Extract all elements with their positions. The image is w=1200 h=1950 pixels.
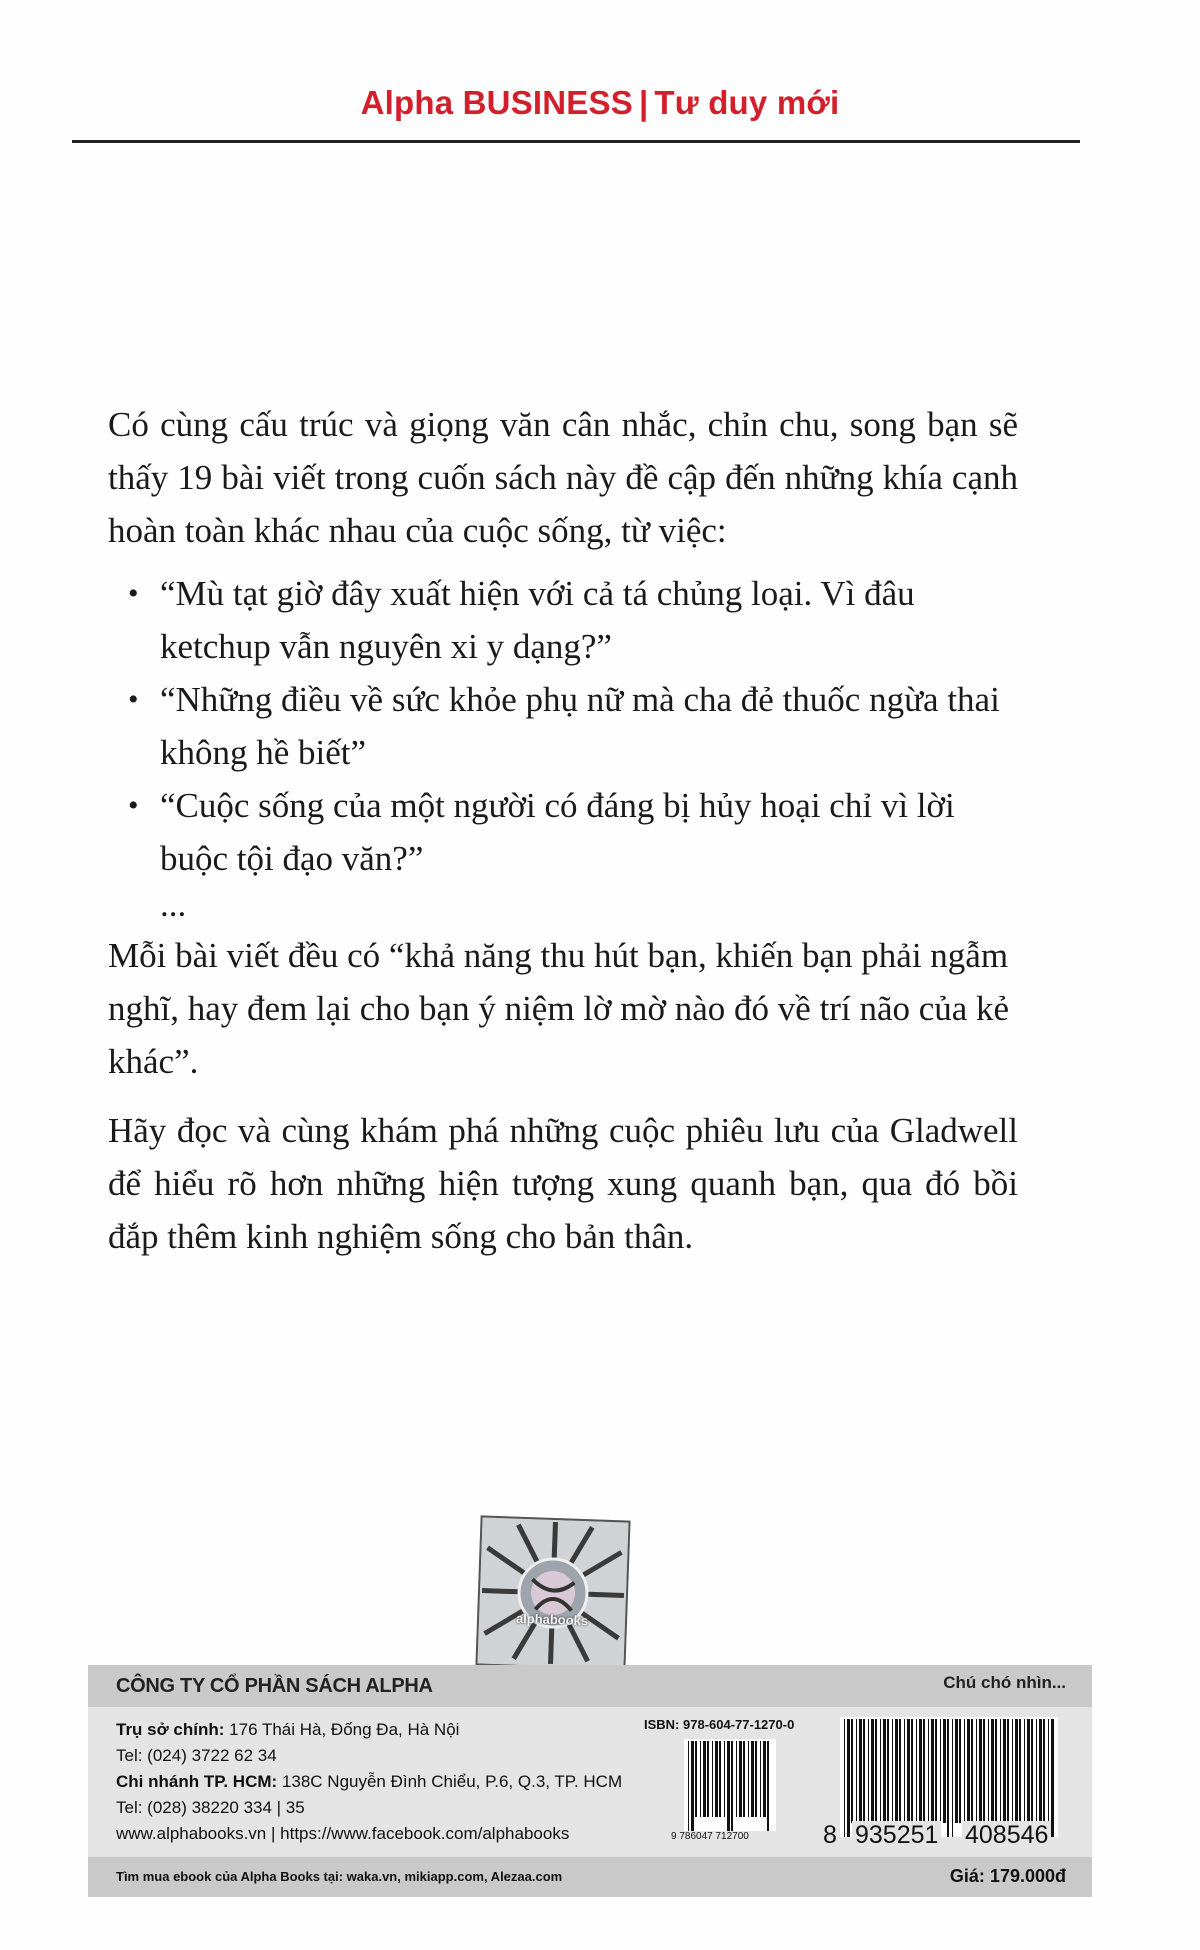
barcode-bar — [1039, 1719, 1042, 1823]
hq-tel: Tel: (024) 3722 62 34 — [116, 1746, 277, 1765]
ebook-stores: Tìm mua ebook của Alpha Books tại: waka.vn, mikiapp.com, Alezaa.com — [116, 1869, 563, 1884]
isbn-barcode-digits: 9 786047 712700 — [671, 1831, 749, 1842]
barcode-bar — [859, 1719, 862, 1823]
topic-item — [108, 567, 1018, 673]
footer-bottom-bar — [88, 1857, 1092, 1897]
barcode-bar — [763, 1741, 766, 1817]
barcode-bar — [748, 1741, 749, 1817]
barcode-bar — [712, 1741, 713, 1817]
publisher-footer — [88, 1665, 1092, 1897]
barcode-bar — [863, 1719, 865, 1823]
barcode-bar — [952, 1719, 953, 1837]
barcode-bar — [967, 1719, 970, 1823]
barcode-bar — [851, 1719, 853, 1823]
barcode-bar — [964, 1719, 965, 1823]
barcode-bar — [880, 1719, 881, 1823]
barcode-bar — [916, 1719, 917, 1823]
barcode-bar — [875, 1719, 877, 1823]
barcode-bar — [907, 1719, 910, 1823]
barcode-bar — [1019, 1719, 1021, 1823]
series-brand: Alpha BUSINESS — [360, 84, 633, 121]
barcode-bar — [1036, 1719, 1037, 1823]
barcode-bar — [1024, 1719, 1025, 1823]
closing-paragraph: Hãy đọc và cùng khám phá những cuộc phiêu lưu của Gladwell để hiểu rõ hơn những hiện tượng xung quanh bạn, qua đó bồi đắp thêm kinh nghiệm sống cho bản thân. — [108, 1111, 1018, 1256]
barcode-bar — [719, 1741, 721, 1817]
barcode-bar — [760, 1741, 761, 1817]
barcode-bar — [979, 1719, 982, 1823]
barcode-bar — [899, 1719, 901, 1823]
bullet-icon: • — [128, 577, 139, 610]
topic-list — [108, 567, 1018, 885]
barcode-bar — [943, 1719, 946, 1823]
ean-right-group: 408546 — [962, 1821, 1051, 1850]
barcode-bar — [931, 1719, 934, 1823]
header-rule — [72, 140, 1080, 143]
blurb-text — [108, 398, 1018, 1263]
intro-paragraph: Có cùng cấu trúc và giọng văn cân nhắc, chỉn chu, song bạn sẽ thấy 19 bài viết trong cuốn sách này đề cập đến những khía cạnh hoàn toàn khác nhau của cuộc sống, từ việc: — [108, 405, 1018, 550]
series-tagline: Tư duy mới — [654, 84, 840, 121]
sticker-logo-text: alphabooks — [515, 1610, 589, 1629]
publisher-contact — [116, 1717, 676, 1847]
series-separator: | — [638, 84, 649, 121]
ean-left-group: 935251 — [852, 1821, 941, 1850]
barcode-bar — [895, 1719, 898, 1823]
hologram-sticker — [475, 1515, 630, 1670]
barcode-bar — [947, 1719, 949, 1837]
barcode-bar — [856, 1719, 857, 1823]
barcode-bar — [935, 1719, 937, 1823]
barcode-bar — [1003, 1719, 1006, 1823]
branch-address: 138C Nguyễn Đình Chiểu, P.6, Q.3, TP. HCM — [281, 1772, 623, 1791]
barcode-bar — [976, 1719, 977, 1823]
publisher-name: CÔNG TY CỔ PHẦN SÁCH ALPHA — [116, 1675, 433, 1697]
hq-address: 176 Thái Hà, Đống Đa, Hà Nội — [229, 1720, 460, 1739]
barcode-bar — [688, 1741, 689, 1831]
barcode-bar — [991, 1719, 994, 1823]
hq-label: Trụ sở chính: — [116, 1720, 225, 1739]
barcode-bar — [691, 1741, 694, 1831]
barcode-bar — [739, 1741, 742, 1817]
isbn-barcode — [684, 1739, 776, 1831]
book-title-short: Chú chó nhìn... — [943, 1673, 1066, 1692]
bullet-icon: • — [128, 683, 139, 716]
barcode-bar — [911, 1719, 913, 1823]
barcode-bar — [736, 1741, 737, 1817]
barcode-bar — [1000, 1719, 1001, 1823]
topic-text: “Cuộc sống của một người có đáng bị hủy hoại chỉ vì lời buộc tội đạo văn?” — [160, 786, 955, 878]
barcode-bar — [1043, 1719, 1045, 1823]
barcode-bar — [940, 1719, 941, 1823]
quote-paragraph: Mỗi bài viết đều có “khả năng thu hút bạn, khiến bạn phải ngẫm nghĩ, hay đem lại cho bạn ý niệm lờ mờ nào đó về trí não của kẻ khác”. — [108, 936, 1010, 1081]
link-separator: | — [271, 1824, 276, 1843]
bullet-icon: • — [128, 789, 139, 822]
barcode-bar — [767, 1741, 769, 1831]
series-header — [0, 84, 1200, 122]
barcode-bar — [995, 1719, 997, 1823]
barcode-bar — [743, 1741, 745, 1817]
barcode-bar — [883, 1719, 886, 1823]
barcode-bar — [955, 1719, 958, 1823]
barcode-bar — [731, 1741, 733, 1831]
isbn-label: ISBN: 978-604-77-1270-0 — [644, 1717, 795, 1732]
barcode-bar — [868, 1719, 869, 1823]
barcode-bar — [928, 1719, 929, 1823]
barcode-bar — [988, 1719, 989, 1823]
barcode-bar — [904, 1719, 905, 1823]
facebook-link: https://www.facebook.com/alphabooks — [280, 1824, 570, 1843]
barcode-bar — [1015, 1719, 1018, 1823]
barcode-bar — [892, 1719, 893, 1823]
barcode-bar — [871, 1719, 874, 1823]
branch-tel: Tel: (028) 38220 334 | 35 — [116, 1798, 305, 1817]
footer-top-bar — [88, 1665, 1092, 1707]
web-links — [116, 1821, 676, 1847]
ean-first-digit: 8 — [820, 1821, 840, 1850]
barcode-bar — [959, 1719, 961, 1823]
topic-text: “Những điều về sức khỏe phụ nữ mà cha đẻ thuốc ngừa thai không hề biết” — [160, 680, 1000, 772]
barcode-bar — [707, 1741, 709, 1817]
website-link: www.alphabooks.vn — [116, 1824, 267, 1843]
barcode-bar — [695, 1741, 697, 1817]
barcode-bar — [1027, 1719, 1030, 1823]
barcode-bar — [700, 1741, 701, 1817]
branch-row — [116, 1769, 676, 1795]
barcode-bar — [724, 1741, 725, 1817]
barcode-bar — [1048, 1719, 1049, 1823]
branch-label: Chi nhánh TP. HCM: — [116, 1772, 278, 1791]
barcode-bar — [1012, 1719, 1013, 1823]
barcode-bar — [751, 1741, 754, 1817]
barcode-bar — [1007, 1719, 1009, 1823]
barcode-bar — [755, 1741, 757, 1817]
hq-row — [116, 1717, 676, 1743]
barcode-bar — [844, 1719, 845, 1837]
price-label: Giá: 179.000đ — [949, 1866, 1066, 1886]
barcode-bar — [887, 1719, 889, 1823]
topic-text: “Mù tạt giờ đây xuất hiện với cả tá chủng loại. Vì đâu ketchup vẫn nguyên xi y dạng?” — [160, 574, 915, 666]
barcode-bar — [1051, 1719, 1054, 1837]
barcode-bar — [847, 1719, 850, 1837]
topic-item — [108, 779, 1018, 885]
barcode-bar — [923, 1719, 925, 1823]
barcode-bar — [715, 1741, 718, 1817]
barcode-bar — [971, 1719, 973, 1823]
ellipsis: ... — [160, 885, 187, 924]
barcode-bar — [727, 1741, 730, 1831]
barcode-bar — [703, 1741, 706, 1817]
ean-barcode — [840, 1717, 1058, 1837]
topic-item — [108, 673, 1018, 779]
barcode-bar — [983, 1719, 985, 1823]
hologram-pattern — [477, 1517, 628, 1668]
barcode-bar — [1031, 1719, 1033, 1823]
barcode-bar — [919, 1719, 922, 1823]
